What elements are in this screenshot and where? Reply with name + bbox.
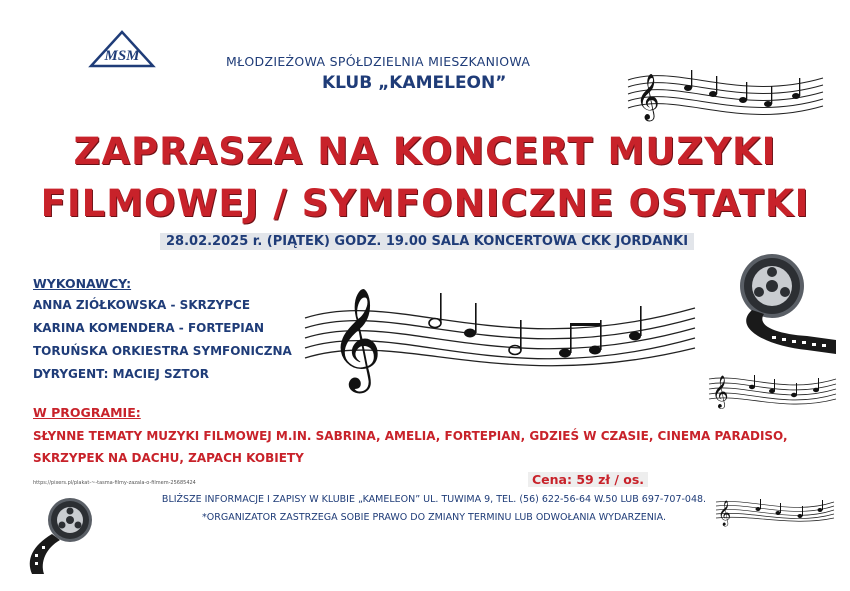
headline-line-2: FILMOWEJ / SYMFONICZNE OSTATKI [40, 182, 810, 225]
event-date-venue: 28.02.2025 r. (PIĄTEK) GODZ. 19.00 SALA KONCERTOWA CKK JORDANKI [160, 233, 694, 250]
ticket-price: Cena: 59 zł / os. [528, 472, 648, 487]
film-reel-icon [712, 248, 840, 360]
info-line: BLIŻSZE INFORMACJE I ZAPISY W KLUBIE „KAMELEON” UL. TUWIMA 9, TEL. (56) 622-56-64 W.50 LUB 697-707-048. [161, 494, 707, 505]
program-line: SKRZYPEK NA DACHU, ZAPACH KOBIETY [33, 451, 304, 465]
image-credit-url: https://pixers.pl/plakat-~-tasma-filmy-zazala-o-filmem-25685424 [33, 480, 196, 486]
msm-logo [88, 30, 156, 70]
performer-item: DYRYGENT: MACIEJ SZTOR [33, 367, 209, 381]
performer-item: ANNA ZIÓŁKOWSKA - SKRZYPCE [33, 298, 251, 312]
program-heading: W PROGRAMIE: [33, 405, 141, 420]
svg-text:𝄞: 𝄞 [718, 501, 732, 526]
club-name: KLUB „KAMELEON” [322, 73, 507, 93]
performer-item: KARINA KOMENDERA - FORTEPIAN [33, 321, 265, 335]
organization-name: MŁODZIEŻOWA SPÓŁDZIELNIA MIESZKANIOWA [226, 54, 531, 69]
music-staff-mini-icon [712, 494, 838, 528]
svg-text:MSM: MSM [104, 48, 140, 64]
svg-text:𝄞: 𝄞 [330, 286, 383, 389]
headline-line-1: ZAPRASZA NA KONCERT MUZYKI [73, 130, 777, 173]
music-staff-large-icon [300, 268, 700, 398]
music-staff-small-icon [618, 58, 833, 138]
svg-text:𝄞: 𝄞 [636, 74, 660, 120]
performer-item: TORUŃSKA ORKIESTRA SYMFONICZNA [33, 344, 292, 358]
disclaimer-line: *ORGANIZATOR ZASTRZEGA SOBIE PRAWO DO ZMIANY TERMINU LUB ODWOŁANIA WYDARZENIA. [202, 512, 666, 523]
music-staff-mini-icon [704, 365, 840, 415]
program-line: SŁYNNE TEMATY MUZYKI FILMOWEJ M.IN. SABRINA, AMELIA, FORTEPIAN, GDZIEŚ W CZASIE, CINEMA PARADISO, [33, 429, 788, 443]
svg-text:𝄞: 𝄞 [712, 375, 729, 408]
performers-heading: WYKONAWCY: [33, 276, 132, 291]
film-reel-small-icon [22, 494, 102, 576]
